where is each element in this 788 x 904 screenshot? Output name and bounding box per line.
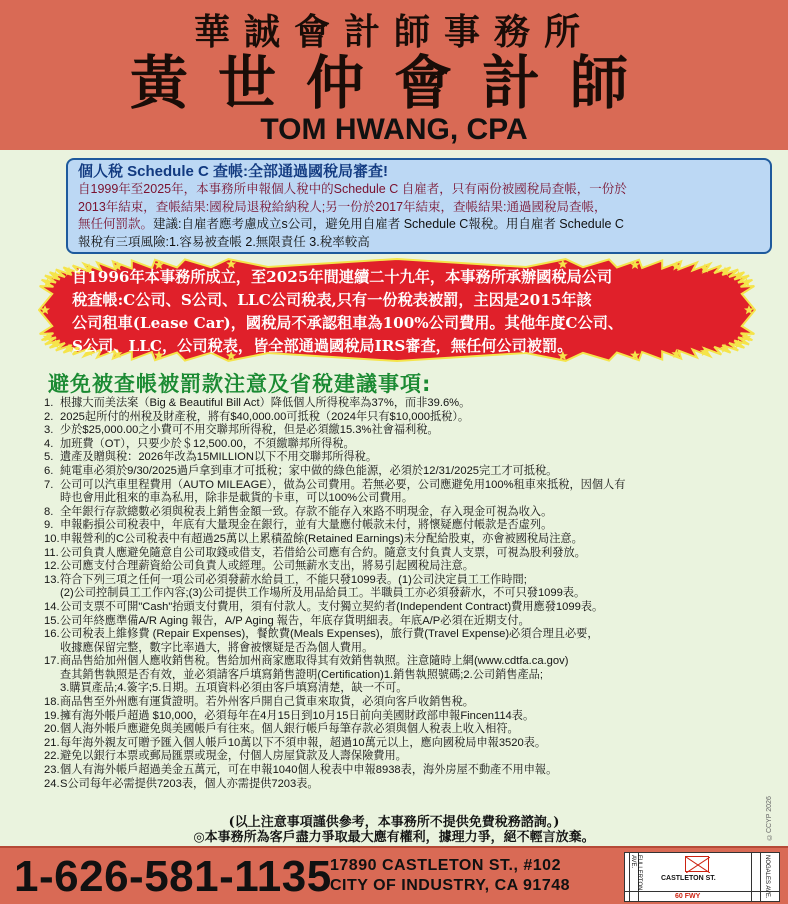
tip-number: 2.	[44, 410, 54, 423]
tip-number: 1.	[44, 397, 54, 409]
tip-text-line: 每年海外親友可贈予匯入個人帳戶10萬以下不須申報，超過10萬元以上，應向國稅局申報3520表。	[60, 736, 547, 749]
tip-item	[44, 410, 758, 425]
tip-item	[44, 519, 758, 533]
schedule-c-body	[78, 181, 760, 251]
schedule-c-line	[78, 216, 760, 234]
audit-record-banner	[38, 258, 756, 362]
tip-text-line: 時也會用此租來的車為私用，除非是載貨的卡車，可以100%公司費用。	[60, 492, 414, 505]
cpa-name-english: TOM HWANG, CPA	[260, 113, 528, 146]
tip-item	[44, 628, 758, 655]
tip-item	[44, 736, 758, 751]
tip-text-line: 全年銀行存款總數必須與稅表上銷售金額一致。存款不能存入來路不明現金，存入現金可視為收入。	[60, 505, 553, 518]
tip-text-line: 申報虧損公司稅表中，年底有大量現金在銀行，並有大量應付帳款未付，將懷疑應付帳款是否虛列。	[60, 519, 553, 532]
office-marker-icon	[686, 857, 710, 873]
tip-text-line: 商品售至外州應有運貨證明。若外州客戶開自己貨車來取貨，必須向客戶收銷售稅。	[60, 696, 474, 709]
tip-number: 18.	[44, 696, 60, 709]
tip-number: 11.	[44, 546, 59, 559]
tip-text-line: 查其銷售執照是否有效，並必須請客戶填寫銷售證明(Certification)1.銷售執照號碼;2.公司銷售產品;	[60, 668, 543, 681]
tip-number: 20.	[44, 723, 60, 736]
tip-text-line: 公司應支付合理薪資給公司負責人或經理。公司無薪水支出，將易引起國稅局注意。	[60, 560, 474, 573]
tip-number: 21.	[44, 736, 60, 749]
tip-item	[44, 764, 758, 778]
tip-text-line: 個人海外帳戶應避免與美國帳戶有往來。個人銀行帳戶每筆存款必須與個人稅表上收入相符。	[60, 723, 519, 736]
tip-item	[44, 709, 758, 724]
tip-text-line: S公司每年必需提供7203表，個人亦需提供7203表。	[60, 777, 319, 790]
tip-item	[44, 560, 758, 574]
banner-line: 自1996年本事務所成立，至2025年間連續二十九年，本事務所承辦國稅局公司	[72, 268, 613, 286]
tip-text-line: 符合下列三項之任何一項公司必須發薪水給員工，不能只發1099表。(1)公司決定員工工作時間;	[60, 573, 527, 586]
tip-number: 7.	[44, 478, 54, 491]
banner-line: S公司、LLC，公司稅表，皆全部通過國稅局IRS審查，無任何公司被罰。	[72, 337, 573, 355]
map-label-right-road: NOGALES AVE.	[764, 855, 770, 899]
address-line-2: CITY OF INDUSTRY, CA 91748	[330, 877, 571, 894]
tip-item	[44, 505, 758, 520]
header	[0, 0, 788, 150]
tip-number: 10.	[44, 532, 60, 545]
tip-item	[44, 424, 758, 438]
tip-item	[44, 777, 758, 792]
tip-text-line: 公司稅表上維修費 (Repair Expenses)，餐飲費(Meals Expenses)，旅行費(Travel Expense)必須合理且必要，	[60, 628, 599, 641]
tip-item	[44, 614, 758, 629]
section-title: 避免被查帳被罰款注意及省稅建議事項:	[48, 372, 432, 396]
tip-number: 13.	[44, 573, 60, 586]
tip-number: 6.	[44, 464, 54, 477]
schedule-c-risks: 報稅有三項風險:1.容易被查帳 2.無限責任 3.稅率較高	[78, 234, 370, 249]
tip-text-line: 公司可以汽車里程費用（AUTO MILEAGE），做為公司費用。若無必要，公司應避免用100%租車來抵稅，因個人有	[60, 478, 626, 491]
tip-text-line: 申報營利的C公司稅表中有超過25萬以上累積盈餘(Retained Earnings)未分配給股東，亦會被國稅局注意。	[60, 532, 583, 545]
tip-text-line: 商品售給加州個人應收銷售稅。售給加州商家應取得其有效銷售執照。注意隨時上網(www.cdtfa.ca.gov)	[60, 655, 569, 668]
tip-text-line: 2025起所付的州稅及財產稅，將有$40,000.00可抵稅（2024年只有$10,000抵稅）。	[60, 410, 470, 423]
tip-number: 24.	[44, 777, 60, 790]
tip-number: 19.	[44, 709, 60, 722]
tip-number: 9.	[44, 519, 54, 532]
tip-item	[44, 723, 758, 737]
tip-number: 14.	[44, 600, 60, 613]
office-location-icon	[685, 856, 709, 872]
tip-item	[44, 397, 758, 411]
tip-text-line: 公司負責人應避免隨意自公司取錢或借支，若借給公司應有合約。隨意支付負責人支票，可視為股利發放。	[60, 546, 586, 559]
schedule-c-title: 個人稅 Schedule C 查帳:全部通過國稅局審查!	[78, 163, 389, 180]
tip-text-line: 根據大而美法案（Big & Beautiful Bill Act）降低個人所得稅率為37%，而非39.6%。	[60, 397, 471, 409]
tip-item	[44, 451, 758, 465]
tip-number: 5.	[44, 451, 54, 464]
tip-number: 15.	[44, 614, 60, 627]
tip-number: 3.	[44, 424, 54, 437]
tip-text-line: 3.購買產品;4.簽字;5.日期。五項資料必須由客戶填寫清楚，缺一不可。	[60, 682, 408, 695]
tip-number: 23.	[44, 764, 60, 777]
tip-number: 17.	[44, 655, 60, 668]
map-freeway-line	[625, 891, 779, 892]
map-label-left-road: FULLERTON AVE.	[630, 855, 642, 891]
schedule-c-no-penalty: 無任何罰款。	[78, 217, 154, 231]
tip-text-line: 加班費（OT），只要少於＄12,500.00，不須繳聯邦所得稅。	[60, 437, 355, 450]
tip-text-line: 公司支票不可開"Cash"抬頭支付費用，須有付款人。支付獨立契約者(Independent Contract)費用應發1099表。	[60, 600, 604, 613]
banner-line: 稅查帳:C公司、S公司、LLC公司稅表,只有一份稅表被罰，主因是2015年該	[72, 291, 592, 309]
tip-text-line: 個人有海外帳戶超過美金五萬元，可在申報1040個人稅表中申報8938表，海外房屋不動產不用申報。	[60, 764, 558, 777]
commitment-note: ◎本事務所為客戶盡力爭取最大應有權利，據理力爭，絕不輕言放棄。	[193, 830, 595, 845]
cpa-name-chinese: 黃世仲會計師	[129, 49, 658, 117]
schedule-c-line: 自1999年至2025年，本事務所申報個人稅中的Schedule C 自雇者，只有兩份被國稅局查帳，一份於	[78, 182, 627, 196]
tip-item	[44, 478, 758, 506]
firm-name-chinese: 華誠會計師事務所	[193, 11, 594, 53]
tip-item	[44, 750, 758, 764]
tip-text-line: (2)公司控制員工工作內容;(3)公司提供工作場所及用品給員工。半職員工亦必須發薪水，不可只發1099表。	[60, 587, 586, 600]
schedule-c-box	[66, 158, 772, 254]
location-map	[624, 852, 780, 902]
tip-number: 4.	[44, 437, 54, 450]
tip-text-line: 少於$25,000.00之小費可不用交聯邦所得稅，但是必須繳15.3%社會福利稅。	[60, 424, 439, 437]
tip-item	[44, 655, 758, 696]
tip-item	[44, 696, 758, 710]
tips-list	[44, 397, 758, 791]
map-label-street: CASTLETON ST.	[661, 875, 716, 882]
tip-item	[44, 437, 758, 452]
phone-number[interactable]: 1-626-581-1135	[14, 852, 332, 901]
tip-text-line: 遺產及贈與稅：2026年改為15MILLION以下不用交聯邦所得稅。	[60, 451, 378, 464]
map-label-freeway: 60 FWY	[675, 893, 701, 900]
tip-item	[44, 546, 758, 561]
tip-item	[44, 464, 758, 479]
schedule-c-line: 2013年結束，查帳結果:國稅局退稅給納稅人;另一份於2017年結束，查帳結果:通過國稅局查帳，	[78, 199, 607, 214]
tip-item	[44, 573, 758, 601]
copyright-mark: ©CCYP 2026	[766, 796, 773, 840]
tip-text-line: 擁有海外帳戶超過 $10,000，必須每年在4月15日到10月15日前向美國財政部申報Fincen114表。	[60, 709, 535, 722]
tip-text-line: 收據應保留完整，數字比率過大，將會被懷疑是否為個人費用。	[60, 641, 374, 654]
disclaimer-note: (以上注意事項謹供參考，本事務所不提供免費稅務諮詢。)	[228, 815, 560, 830]
banner-line: 公司租車(Lease Car)，國稅局不承認租車為100%公司費用。其他年度C公司、	[72, 314, 624, 332]
address-line-1: 17890 CASTLETON ST., #102	[330, 857, 561, 874]
audit-record-text	[72, 266, 728, 358]
tip-item	[44, 600, 758, 615]
tip-number: 22.	[44, 750, 60, 763]
tip-text-line: 避免以銀行本票或郵局匯票或現金，付個人房屋貸款及人壽保險費用。	[60, 750, 407, 763]
tip-item	[44, 532, 758, 547]
tip-text-line: 純電車必須於9/30/2025過戶拿到車才可抵稅；家中做的綠色能源，必須於12/31/2025完工才可抵稅。	[60, 464, 558, 477]
tip-number: 16.	[44, 628, 60, 641]
tip-number: 12.	[44, 560, 60, 573]
tip-text-line: 公司年終應準備A/R Aging 報告，A/P Aging 報告，年底存貨明細表。年底A/P必須在近期支付。	[60, 614, 530, 627]
schedule-c-advice: 建議:自雇者應考慮成立s公司，避免用自雇者 Schedule C報稅。用自雇者 Schedule C	[153, 217, 624, 231]
tip-number: 8.	[44, 505, 54, 518]
map-road-right	[751, 853, 761, 901]
